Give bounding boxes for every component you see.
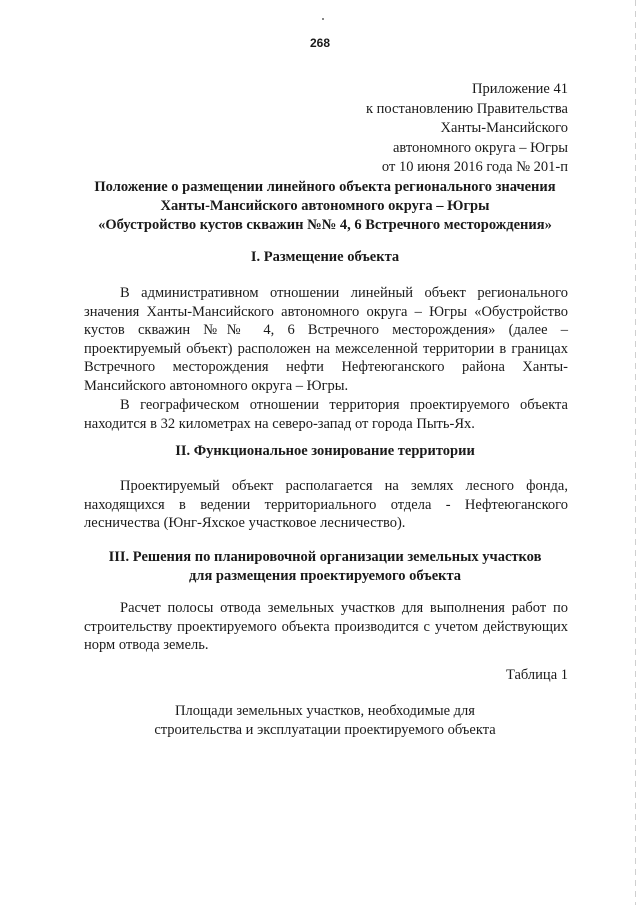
- table-caption-line-1: Площади земельных участков, необходимые для: [175, 703, 475, 719]
- appendix-line-3: Ханты-Мансийского: [440, 120, 568, 136]
- table-label: Таблица 1: [505, 667, 568, 683]
- section-1-heading: I. Размещение объекта: [250, 249, 400, 265]
- title-line-3: «Обустройство кустов скважин №№ 4, 6 Встречного месторождения»: [98, 217, 552, 233]
- section-3-heading-line-2: для размещения проектируемого объекта: [188, 568, 462, 584]
- title-line-1: Положение о размещении линейного объекта регионального значения: [94, 179, 556, 195]
- appendix-line-1: Приложение 41: [472, 81, 568, 97]
- section-1-paragraph-1: В административном отношении линейный объект регионального значения Ханты-Мансийского автономного округа – Югры «Обустройство кустов скважин №№ 4, 6 Встречного месторождения» (далее – проектируемый объект) расположен на межселенной территории в границах Встречного месторождения нефти Нефтеюганского района Ханты-Мансийского автономного округа – Югры.: [84, 285, 568, 394]
- page-number: 268: [309, 36, 331, 50]
- scan-edge: [635, 0, 636, 905]
- appendix-line-2: к постановлению Правительства: [366, 100, 568, 117]
- section-2-heading: II. Функциональное зонирование территории: [175, 443, 475, 459]
- section-2-paragraph-1: Проектируемый объект располагается на землях лесного фонда, находящихся в ведении территориального отдела - Нефтеюганского лесничества (Юнг-Яхское участковое лесничество).: [84, 478, 568, 532]
- section-1-paragraph-2: В географическом отношении территория проектируемого объекта находится в 32 километрах на северо-запад от города Пыть-Ях.: [84, 397, 568, 432]
- table-caption: [70, 702, 580, 740]
- appendix-line-5: от 10 июня 2016 года № 201-п: [381, 159, 568, 175]
- title-line-2: Ханты-Мансийского автономного округа – Югры: [160, 198, 490, 214]
- scan-speck: [322, 18, 324, 20]
- section-3-paragraph-1: Расчет полосы отвода земельных участков для выполнения работ по строительству проектируемого объекта производится с учетом действующих норм отвода земель.: [84, 600, 568, 654]
- appendix-block: [366, 80, 568, 178]
- section-3-heading: [70, 548, 580, 586]
- section-3-heading-line-1: III. Решения по планировочной организации земельных участков: [108, 549, 542, 565]
- appendix-line-4: автономного округа – Югры: [392, 139, 568, 156]
- document-title: [70, 178, 580, 235]
- table-caption-line-2: строительства и эксплуатации проектируемого объекта: [154, 722, 496, 738]
